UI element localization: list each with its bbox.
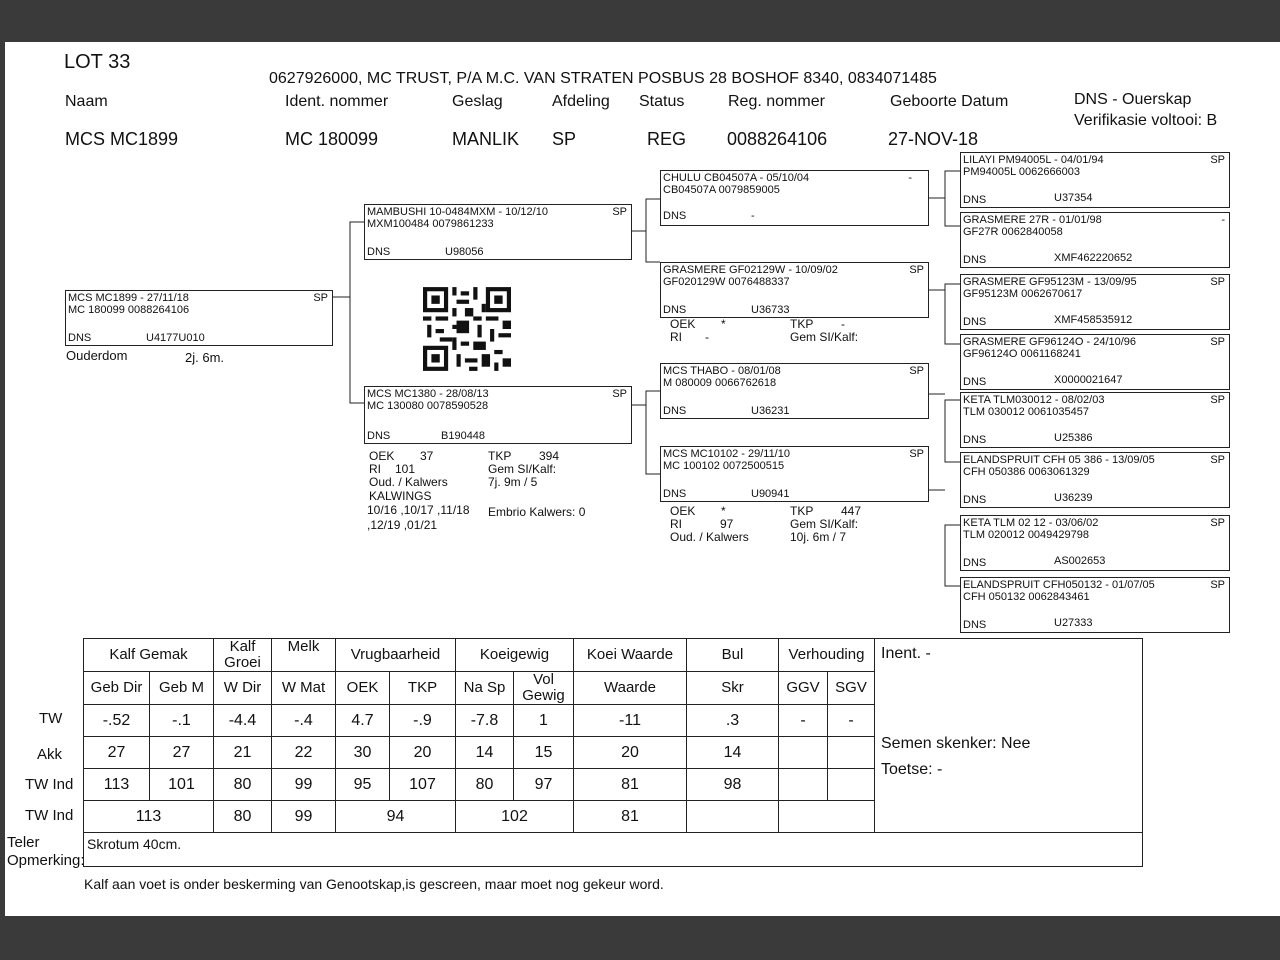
great-grandparent-afdeling: SP [1210, 394, 1225, 406]
grandparent-dns-label: DNS [663, 488, 687, 500]
dam-kalwings-label: KALWINGS [369, 489, 432, 503]
cell: 30 [336, 737, 390, 769]
teler-label: Teler [7, 834, 40, 851]
cell: 14 [456, 737, 514, 769]
cell: -.52 [84, 705, 150, 737]
grandparent-dns-label: DNS [663, 405, 687, 417]
cell: 22 [272, 737, 336, 769]
value-reg: 0088264106 [727, 129, 828, 149]
dam-ident: MC 130080 0078590528 [367, 400, 489, 412]
group-vrugbaarheid: Vrugbaarheid [336, 639, 456, 672]
great-grandparent-ident: CFH 050386 0063061329 [963, 466, 1090, 478]
dam-name: MCS MC1380 - 28/08/13 [367, 388, 489, 400]
cell: -11 [574, 705, 687, 737]
grandparent-name: MCS THABO - 08/01/08 [663, 365, 781, 377]
cell: 98 [687, 769, 779, 801]
sub-sgv: SGV [828, 672, 875, 705]
great-grandparent-afdeling: SP [1210, 154, 1225, 166]
cell: 113 [84, 769, 150, 801]
great-grandparent-box [960, 452, 1230, 508]
great-grandparent-box [960, 577, 1230, 633]
great-grandparent-dns-label: DNS [963, 316, 987, 328]
dam-kalwings-line2: ,12/19 ,01/21 [367, 518, 438, 532]
great-grandparent-ident: PM94005L 0062666003 [963, 166, 1081, 178]
grandparent-box [660, 262, 929, 318]
great-grandparent-dns-code: U37354 [1054, 192, 1093, 204]
animal-ident: MC 180099 0088264106 [68, 304, 190, 316]
sub-skr: Skr [687, 672, 779, 705]
great-grandparent-ident: TLM 030012 0061035457 [963, 406, 1089, 418]
inent-text: Inent. - [881, 645, 931, 662]
great-grandparent-box [960, 515, 1230, 571]
gp4-oud-label: Oud. / Kalwers [670, 530, 749, 544]
cell: 99 [272, 769, 336, 801]
cell: -.4 [272, 705, 336, 737]
grandparent-name: CHULU CB04507A - 05/10/04 [663, 172, 810, 184]
dam-oud-label: Oud. / Kalwers [369, 475, 448, 489]
great-grandparent-name: LILAYI PM94005L - 04/01/94 [963, 154, 1104, 166]
cell [779, 801, 875, 833]
grandparent-afdeling: - [908, 172, 912, 184]
grandparent-box [660, 446, 929, 502]
great-grandparent-ident: TLM 020012 0049429798 [963, 529, 1089, 541]
header-dns-verifikasie: Verifikasie voltooi: B [1074, 112, 1218, 129]
grandparent-box [660, 170, 929, 226]
great-grandparent-name: GRASMERE GF96124O - 24/10/96 [963, 336, 1137, 348]
great-grandparent-name: GRASMERE GF95123M - 13/09/95 [963, 276, 1137, 288]
great-grandparent-ident: GF95123M 0062670617 [963, 288, 1083, 300]
grandparent-afdeling: SP [909, 365, 924, 377]
toetse: Toetse: - [881, 761, 943, 778]
grandparent-ident: GF020129W 0076488337 [663, 276, 790, 288]
group-kalf-groei: Kalf Groei [214, 639, 272, 672]
value-geboorte: 27-NOV-18 [888, 129, 979, 149]
cell: 101 [150, 769, 214, 801]
great-grandparent-box [960, 334, 1230, 390]
cell [779, 737, 828, 769]
gp4-tkp-value: 447 [841, 504, 862, 518]
sub-geb-m: Geb M [150, 672, 214, 705]
table-row-teler [84, 833, 1143, 867]
dam-tkp-label: TKP [488, 449, 512, 463]
sub-vol-gewig: Vol Gewig [514, 672, 574, 705]
teler-opmerking-value: Skrotum 40cm. [84, 833, 1143, 867]
cell: -.9 [390, 705, 456, 737]
cell: 4.7 [336, 705, 390, 737]
sire-ident: MXM100484 0079861233 [367, 218, 494, 230]
grandparent-afdeling: SP [909, 448, 924, 460]
row-label-tw-ind: TW Ind [25, 776, 74, 793]
grandparent-ident: M 080009 0066762618 [663, 377, 777, 389]
gp2-tkp-label: TKP [790, 317, 814, 331]
dam-afdeling: SP [612, 388, 627, 400]
cell: 1 [514, 705, 574, 737]
grandparent-dns-code: U36231 [751, 405, 790, 417]
great-grandparent-name: ELANDSPRUIT CFH050132 - 01/07/05 [963, 579, 1155, 591]
cell: 81 [574, 769, 687, 801]
great-grandparent-dns-label: DNS [963, 194, 987, 206]
sire-dns-code: U98056 [445, 246, 484, 258]
cell [828, 769, 875, 801]
gp4-ri-label: RI [670, 517, 682, 531]
dam-dns-label: DNS [367, 430, 391, 442]
cell [828, 737, 875, 769]
great-grandparent-box [960, 152, 1230, 208]
gp2-ri-value: - [705, 330, 709, 344]
great-grandparent-box [960, 392, 1230, 448]
group-verhouding: Verhouding [779, 639, 875, 672]
header-geslag: Geslag [452, 93, 503, 110]
sire-box [364, 204, 632, 260]
dam-gem-label: Gem SI/Kalf: [488, 462, 557, 476]
sub-na-sp: Na Sp [456, 672, 514, 705]
cell: 107 [390, 769, 456, 801]
cell: .3 [687, 705, 779, 737]
grandparent-dns-code: - [751, 210, 755, 222]
cell: - [828, 705, 875, 737]
cell: 95 [336, 769, 390, 801]
sire-afdeling: SP [612, 206, 627, 218]
age-label: Ouderdom [66, 348, 128, 363]
gp2-ri-label: RI [670, 330, 682, 344]
great-grandparent-dns-code: U25386 [1054, 432, 1093, 444]
row-label-tw-ind-2: TW Ind [25, 807, 74, 824]
grandparent-box [660, 363, 929, 419]
cell [687, 801, 779, 833]
great-grandparent-dns-code: X0000021647 [1054, 374, 1123, 386]
great-grandparent-dns-label: DNS [963, 619, 987, 631]
cell: 27 [84, 737, 150, 769]
sub-geb-dir: Geb Dir [84, 672, 150, 705]
great-grandparent-dns-label: DNS [963, 557, 987, 569]
grandparent-ident: CB04507A 0079859005 [663, 184, 780, 196]
great-grandparent-name: KETA TLM 02 12 - 03/06/02 [963, 517, 1099, 529]
great-grandparent-name: KETA TLM030012 - 08/02/03 [963, 394, 1105, 406]
sire-dns-label: DNS [367, 246, 391, 258]
great-grandparent-name: GRASMERE 27R - 01/01/98 [963, 214, 1102, 226]
value-geslag: MANLIK [452, 129, 520, 149]
great-grandparent-dns-code: AS002653 [1054, 555, 1106, 567]
dam-kalwings-line1: 10/16 ,10/17 ,11/18 [367, 503, 470, 517]
sub-oek: OEK [336, 672, 390, 705]
dam-oek-value: 37 [420, 449, 434, 463]
cell: 15 [514, 737, 574, 769]
cell: 20 [390, 737, 456, 769]
animal-afdeling: SP [313, 292, 328, 304]
cell: 99 [272, 801, 336, 833]
group-koeigewig: Koeigewig [456, 639, 574, 672]
great-grandparent-dns-code: U27333 [1054, 617, 1093, 629]
gp4-oek-value: * [721, 504, 726, 518]
great-grandparent-dns-label: DNS [963, 376, 987, 388]
pedigree-page [5, 42, 1280, 916]
gp2-oek-label: OEK [670, 317, 696, 331]
grandparent-name: MCS MC10102 - 29/11/10 [663, 448, 790, 460]
cell: 14 [687, 737, 779, 769]
gp2-oek-value: * [721, 317, 726, 331]
dam-tkp-value: 394 [539, 449, 560, 463]
great-grandparent-name: ELANDSPRUIT CFH 05 386 - 13/09/05 [963, 454, 1155, 466]
cell: 113 [84, 801, 214, 833]
sub-ggv: GGV [779, 672, 828, 705]
cell: - [779, 705, 828, 737]
qr-code-icon [423, 287, 511, 371]
great-grandparent-afdeling: SP [1210, 336, 1225, 348]
value-afdeling: SP [552, 129, 577, 149]
header-geboorte: Geboorte Datum [890, 93, 1009, 110]
sire-name: MAMBUSHI 10-0484MXM - 10/12/10 [367, 206, 548, 218]
semen-skenker: Semen skenker: Nee [881, 735, 1031, 752]
great-grandparent-dns-code: XMF462220652 [1054, 252, 1133, 264]
header-reg: Reg. nommer [728, 93, 825, 110]
grandparent-ident: MC 100102 0072500515 [663, 460, 785, 472]
animal-dns-label: DNS [68, 332, 92, 344]
notes-cell [875, 639, 1143, 833]
great-grandparent-afdeling: SP [1210, 276, 1225, 288]
group-bul: Bul [687, 639, 779, 672]
grandparent-dns-code: U36733 [751, 304, 790, 316]
gp4-oud-value: 10j. 6m / 7 [790, 530, 847, 544]
group-kalf-gemak: Kalf Gemak [84, 639, 214, 672]
animal-dns-code: U4177U010 [146, 332, 205, 344]
cell: 80 [214, 801, 272, 833]
grandparent-dns-code: U90941 [751, 488, 790, 500]
age-value: 2j. 6m. [185, 350, 225, 365]
dam-oud-value: 7j. 9m / 5 [488, 475, 538, 489]
gp4-tkp-label: TKP [790, 504, 814, 518]
ebv-table [83, 638, 1143, 867]
row-label-akk: Akk [37, 746, 63, 763]
cell [779, 769, 828, 801]
cell: 81 [574, 801, 687, 833]
great-grandparent-dns-code: U36239 [1054, 492, 1093, 504]
gp4-gem-label: Gem SI/Kalf: [790, 517, 859, 531]
great-grandparent-box [960, 212, 1230, 268]
great-grandparent-ident: CFH 050132 0062843461 [963, 591, 1090, 603]
dam-embrio: Embrio Kalwers: 0 [488, 505, 586, 519]
cell: 102 [456, 801, 574, 833]
header-dns-ouerskap: DNS - Ouerskap [1074, 91, 1192, 108]
grandparent-dns-label: DNS [663, 304, 687, 316]
cell: 94 [336, 801, 456, 833]
group-melk: Melk [272, 639, 336, 672]
cell: 97 [514, 769, 574, 801]
great-grandparent-afdeling: SP [1210, 454, 1225, 466]
dam-ri-label: RI [369, 462, 381, 476]
cell: 21 [214, 737, 272, 769]
great-grandparent-ident: GF96124O 0061168241 [963, 348, 1081, 360]
gp4-ri-value: 97 [720, 517, 734, 531]
row-label-tw: TW [39, 710, 63, 727]
opmerking-label: Opmerking: [7, 852, 85, 869]
gp2-tkp-value: - [841, 317, 845, 331]
header-status: Status [639, 93, 685, 110]
grandparent-afdeling: SP [909, 264, 924, 276]
dam-oek-label: OEK [369, 449, 395, 463]
animal-box [65, 290, 333, 346]
grandparent-name: GRASMERE GF02129W - 10/09/02 [663, 264, 838, 276]
dam-box [364, 386, 632, 444]
great-grandparent-dns-code: XMF458535912 [1054, 314, 1133, 326]
gp4-oek-label: OEK [670, 504, 696, 518]
sub-w-dir: W Dir [214, 672, 272, 705]
cell: -7.8 [456, 705, 514, 737]
gp2-gem-label: Gem SI/Kalf: [790, 330, 859, 344]
dam-ri-value: 101 [395, 462, 416, 476]
animal-name: MCS MC1899 - 27/11/18 [68, 292, 189, 304]
cell: 80 [456, 769, 514, 801]
cell: 27 [150, 737, 214, 769]
header-afdeling: Afdeling [552, 93, 610, 110]
header-ident: Ident. nommer [285, 93, 389, 110]
great-grandparent-dns-label: DNS [963, 494, 987, 506]
great-grandparent-dns-label: DNS [963, 434, 987, 446]
great-grandparent-afdeling: - [1221, 214, 1225, 226]
group-koei-waarde: Koei Waarde [574, 639, 687, 672]
sub-w-mat: W Mat [272, 672, 336, 705]
sub-tkp: TKP [390, 672, 456, 705]
sub-waarde: Waarde [574, 672, 687, 705]
cell: 80 [214, 769, 272, 801]
great-grandparent-dns-label: DNS [963, 254, 987, 266]
owner-line: 0627926000, MC TRUST, P/A M.C. VAN STRATEN POSBUS 28 BOSHOF 8340, 0834071485 [269, 70, 937, 87]
great-grandparent-afdeling: SP [1210, 517, 1225, 529]
grandparent-dns-label: DNS [663, 210, 687, 222]
lot-number: LOT 33 [64, 51, 131, 73]
great-grandparent-afdeling: SP [1210, 579, 1225, 591]
value-naam: MCS MC1899 [65, 129, 179, 149]
cell: -4.4 [214, 705, 272, 737]
great-grandparent-box [960, 274, 1230, 330]
cell: -.1 [150, 705, 214, 737]
cell: 20 [574, 737, 687, 769]
dam-dns-code: B190448 [441, 430, 486, 442]
value-ident: MC 180099 [285, 129, 379, 149]
header-naam: Naam [65, 93, 108, 110]
great-grandparent-ident: GF27R 0062840058 [963, 226, 1063, 238]
value-status: REG [647, 129, 687, 149]
footer-note: Kalf aan voet is onder beskerming van Genootskap,is gescreen, maar moet nog gekeur word. [84, 876, 664, 892]
